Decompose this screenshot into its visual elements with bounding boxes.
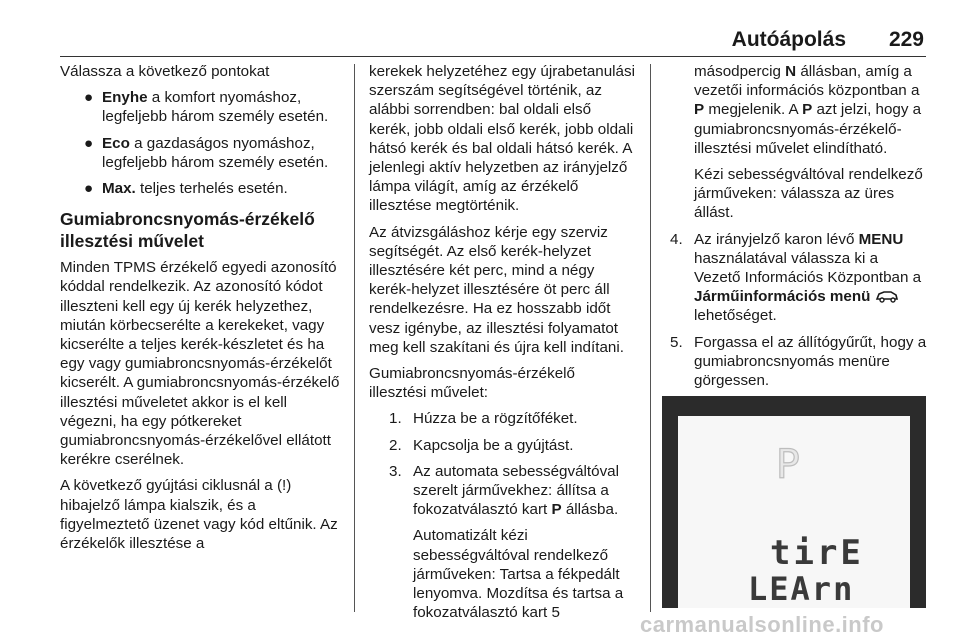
bullet-key: Eco <box>102 134 130 152</box>
watermark: carmanualsonline.info <box>640 612 884 637</box>
step-subtext: Automatizált kézi sebességváltóval rendelkező járműveken: Tartsa a fékpedált lenyomva. Mozdítsa és tartsa a fokozatválasztó kart 5 <box>413 527 624 622</box>
step-text: állásba. <box>561 501 619 519</box>
paragraph <box>60 476 344 553</box>
bullet-item <box>60 88 344 126</box>
text-run: A következő gyújtási ciklusnál a <box>60 477 277 495</box>
tire-warning-icon: (!) <box>276 477 292 495</box>
step-subtext <box>670 62 928 158</box>
car-info-icon <box>875 289 899 303</box>
bullet-key: Enyhe <box>102 89 148 107</box>
page-number: 229 <box>888 28 924 51</box>
text-run: másodpercig <box>694 63 786 80</box>
menu-key: MENU <box>858 230 904 248</box>
text-run: hibajelző lámpa kialszik, és a figyelmeztető üzenet vagy kód eltűnik. Az érzékelők illesztése a <box>60 496 338 553</box>
text-run: használatával válassza ki a Vezető Információs Központban a <box>694 249 922 287</box>
section-title: Autóápolás <box>731 28 846 51</box>
bullet-text: a gazdaságos nyomáshoz, legfeljebb három személy esetén. <box>102 134 329 171</box>
section-heading: Gumiabroncsnyomás-érzékelő illesztési művelet <box>60 209 315 252</box>
step-text: Forgassa el az állítógyűrűt, hogy a gumiabroncsnyomás menüre görgessen. <box>694 333 927 390</box>
step-number: 1. <box>389 410 402 428</box>
display-line-1: tirE <box>770 533 864 573</box>
step-item <box>670 333 928 391</box>
gear-key: N <box>785 63 797 80</box>
gear-key: P <box>694 101 705 119</box>
bullet-icon: ● <box>84 180 94 198</box>
bullet-text: teljes terhelés esetén. <box>135 180 288 198</box>
column-divider <box>650 64 651 612</box>
paragraph: Az átvizsgáláshoz kérje egy szerviz segítségét. Az első kerék-helyzet illesztésére két perc, mind a négy kerék-helyzet illesztésére öt perc áll rendelkezésre. Ha ez hosszabb időt vesz igénybe, az illesztési folyamatot meg kell szakítani és újra kell indítani. <box>369 223 624 356</box>
step-number: 5. <box>670 333 683 351</box>
paragraph: Minden TPMS érzékelő egyedi azonosító kóddal rendelkezik. Az azonosító kódot illeszteni kell egy új kerék helyzethez, miután körbecserélte a kerekeket, vagy kicserélte a teljes kerék-készletet és ha egy vagy gumiabroncsnyomás-érzékelőt kicserélt. A gumiabroncsnyomás-érzékelő illesztési műveletet akkor is el kell végezni, ha egy pótkereket gumiabroncsnyomás-érzékelővel ellátott kerékre cserélnek. <box>60 259 340 469</box>
step-text: Kapcsolja be a gyújtást. <box>413 436 574 454</box>
step-item <box>670 230 928 326</box>
instrument-display <box>662 396 926 608</box>
gear-indicator: P <box>776 442 801 488</box>
step-number: 3. <box>389 462 402 480</box>
step-number: 4. <box>670 230 683 248</box>
step-text: Az automata sebességváltóval szerelt járművekhez: állítsa a fokozatválasztó kart <box>413 462 619 519</box>
bullet-key: Max. <box>102 180 136 198</box>
display-graphic <box>678 416 910 608</box>
text-run: állásban, amíg a vezetői információs központban a <box>694 63 920 100</box>
bullet-icon: ● <box>84 134 94 152</box>
step-text: Húzza be a rögzítőféket. <box>413 410 578 428</box>
paragraph: kerekek helyzetéhez egy újrabetanulási szerszám segítségével történik, az alábbi sorrendben: bal oldali első kerék, jobb oldali első kerék, jobb oldali hátsó kerék és bal oldali hátsó kerék. A jelenlegi aktív helyzetben az irányjelző lámpa világít, amíg az érzékelő illesztése megtörténik. <box>369 63 635 215</box>
step-item <box>369 462 636 520</box>
page-header <box>60 26 926 57</box>
text-run: lehetőséget. <box>694 307 777 325</box>
bullet-item <box>60 134 344 172</box>
menu-name: Járműinformációs menü <box>694 288 871 306</box>
paragraph: Gumiabroncsnyomás-érzékelő illesztési művelet: <box>369 365 575 402</box>
step-subtext: Kézi sebességváltóval rendelkező járműveken: válassza az üres állást. <box>694 166 923 222</box>
column-1 <box>60 62 344 560</box>
step-item <box>369 436 636 455</box>
gear-key: P <box>802 101 813 119</box>
intro-text: Válassza a következő pontokat <box>60 63 270 80</box>
column-divider <box>354 64 355 612</box>
bullet-icon: ● <box>84 89 94 107</box>
text-run: megjelenik. A <box>704 101 803 119</box>
bullet-item <box>60 179 344 198</box>
step-number: 2. <box>389 436 402 454</box>
column-2 <box>369 62 636 629</box>
text-run: azt jelzi, hogy a gumiabroncsnyomás-érzékelő-illesztési művelet elindítható. <box>694 101 922 157</box>
gear-key: P <box>551 501 562 519</box>
text-run: Az irányjelző karon lévő <box>694 230 859 248</box>
column-3 <box>670 62 928 423</box>
display-line-2: LEArn <box>748 570 855 608</box>
step-item <box>369 409 636 428</box>
bullet-text: a komfort nyomáshoz, legfeljebb három személy esetén. <box>102 89 329 126</box>
display-screen <box>678 416 910 608</box>
